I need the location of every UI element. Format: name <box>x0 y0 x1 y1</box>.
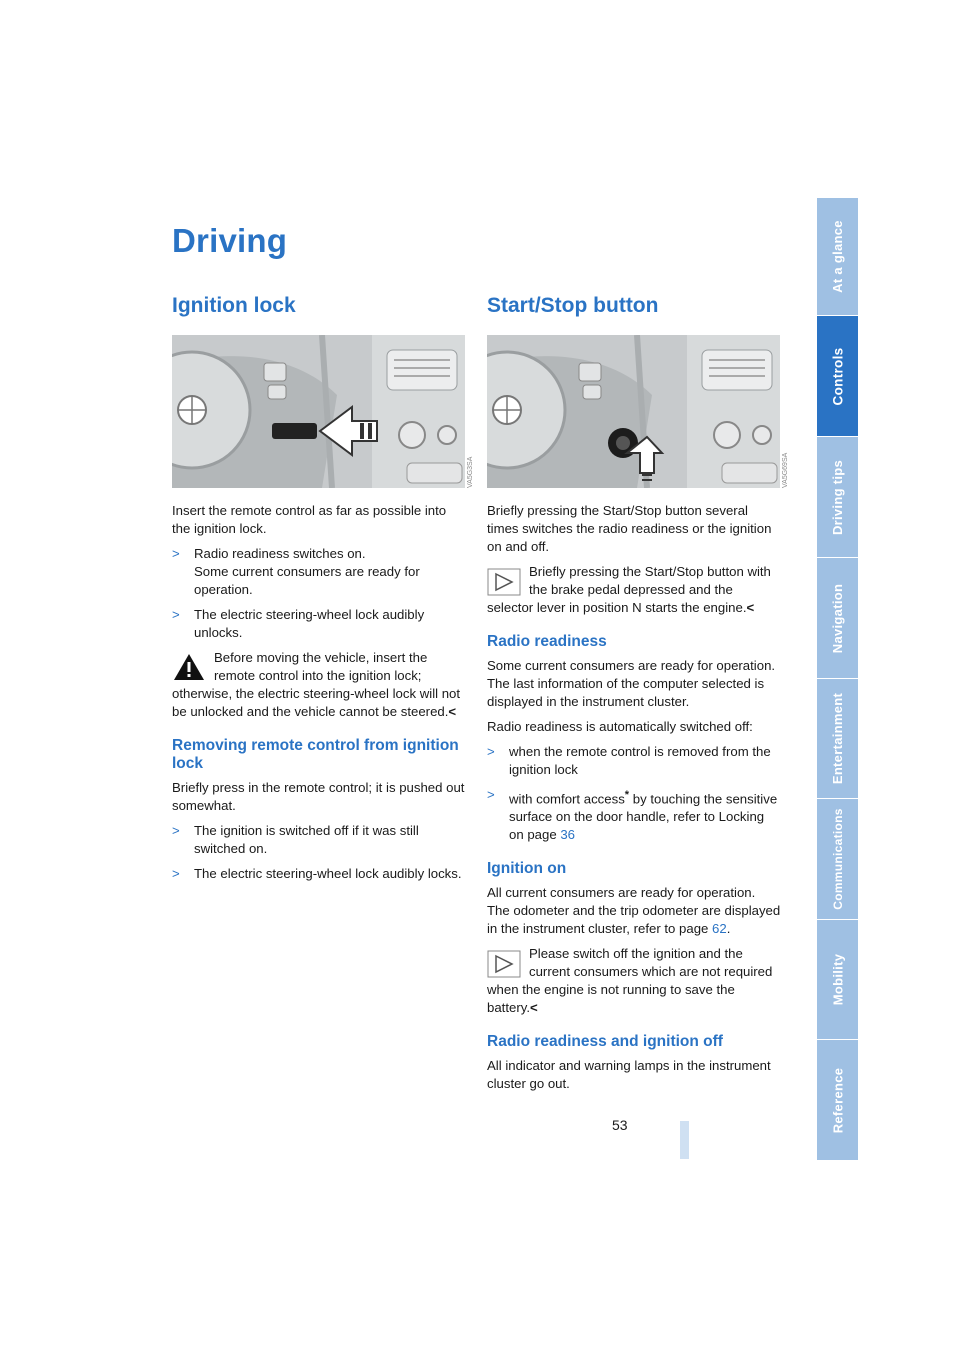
left-column-text <box>172 502 466 890</box>
bullet-marker: > <box>487 744 495 759</box>
tab-label: Reference <box>830 1067 846 1133</box>
tab-label: Navigation <box>830 583 845 653</box>
note-text: Please switch off the ignition and the current consumers which are not required when the engine is not running to save the battery. <box>487 946 773 1016</box>
ignition-lock-photo <box>172 335 465 488</box>
tab-at-a-glance[interactable] <box>817 198 858 315</box>
tab-label: At a glance <box>830 220 845 293</box>
radio-off-text: All indicator and warning lamps in the instrument cluster go out. <box>487 1058 771 1092</box>
note-icon <box>487 566 521 596</box>
bullet-marker: > <box>172 546 180 561</box>
warning-text: Before moving the vehicle, insert the remote control into the ignition lock; otherwise, the electric steering-wheel lock will not be unlocked and the vehicle cannot be steered. <box>172 650 461 719</box>
info-note <box>487 945 781 1017</box>
start-stop-photo <box>487 335 780 488</box>
image-code: VA5G3SA <box>467 456 474 488</box>
bullet-marker: > <box>172 823 180 838</box>
start-stop-intro: Briefly pressing the Start/Stop button several times switches the radio readiness or the ignition on and off. <box>487 503 772 554</box>
end-mark: < <box>448 704 457 719</box>
bullet-marker: > <box>172 607 180 622</box>
list-item <box>487 786 781 844</box>
note-icon <box>487 948 521 978</box>
tab-reference[interactable] <box>817 1040 858 1160</box>
bullet-marker: > <box>172 866 180 881</box>
warning-note <box>172 649 466 721</box>
start-stop-heading: Start/Stop button <box>487 294 659 317</box>
list-item <box>172 606 466 642</box>
tab-driving-tips[interactable] <box>817 437 858 557</box>
page-title: Driving <box>172 222 288 259</box>
page-link-62[interactable]: 62 <box>712 921 727 937</box>
tab-label: Entertainment <box>830 692 845 785</box>
bullet-marker: > <box>487 787 495 802</box>
tab-entertainment[interactable] <box>817 679 858 798</box>
bullet-text: by touching the sensitive surface on the door handle, refer to Locking on page <box>509 791 778 843</box>
removing-remote-heading: Removing remote control from ignition lock <box>172 737 459 772</box>
tab-label: Driving tips <box>830 459 846 535</box>
page-link-36[interactable]: 36 <box>560 827 576 843</box>
bullet-text: with comfort access <box>509 791 625 807</box>
list-item <box>487 743 781 779</box>
radio-readiness-off-text: Radio readiness is automatically switched off: <box>487 719 753 734</box>
end-mark: < <box>746 600 755 615</box>
note-text: Briefly pressing the Start/Stop button with the brake pedal depressed and the selector lever in position N starts the engine. <box>487 564 771 615</box>
tab-label: Controls <box>830 347 845 405</box>
bullet-text: The electric steering-wheel lock audibly locks. <box>194 866 462 881</box>
ignition-on-text: All current consumers are ready for operation. The odometer and the trip odometer are displayed in the instrument cluster, refer to page <box>487 885 781 937</box>
image-code: VA5G69SA <box>782 452 789 488</box>
ignition-on-heading: Ignition on <box>487 860 567 878</box>
bullet-text: Some current consumers are ready for operation. <box>194 564 420 597</box>
bullet-text: The electric steering-wheel lock audibly unlocks. <box>194 607 425 640</box>
warning-triangle-icon <box>172 652 206 682</box>
removing-remote-text: Briefly press in the remote control; it is pushed out somewhat. <box>172 780 465 813</box>
list-item <box>172 822 466 858</box>
page-number: 53 <box>612 1117 628 1133</box>
radio-readiness-heading: Radio readiness <box>487 633 607 650</box>
info-note <box>487 563 781 617</box>
tab-mobility[interactable] <box>817 920 858 1039</box>
bullet-text: The ignition is switched off if it was still switched on. <box>194 823 419 856</box>
ignition-lock-heading: Ignition lock <box>172 294 296 317</box>
tab-communications[interactable] <box>817 799 858 919</box>
ignition-on-text-end: . <box>726 921 731 937</box>
end-mark: < <box>530 1000 538 1016</box>
radio-readiness-text: Some current consumers are ready for operation. The last information of the computer selected is displayed in the instrument cluster. <box>487 658 776 709</box>
right-column-text <box>487 502 781 1100</box>
tab-controls[interactable] <box>817 316 858 436</box>
page-number-bar <box>680 1121 689 1159</box>
tab-navigation[interactable] <box>817 558 858 678</box>
bullet-text: when the remote control is removed from the ignition lock <box>509 744 771 777</box>
ignition-intro: Insert the remote control as far as possible into the ignition lock. <box>172 503 447 536</box>
list-item <box>172 545 466 599</box>
bullet-text: Radio readiness switches on. <box>194 546 366 561</box>
radio-off-heading: Radio readiness and ignition off <box>487 1033 723 1051</box>
tab-label: Communications <box>830 808 845 910</box>
list-item <box>172 865 466 883</box>
tab-label: Mobility <box>830 953 846 1006</box>
option-star: * <box>624 789 630 801</box>
